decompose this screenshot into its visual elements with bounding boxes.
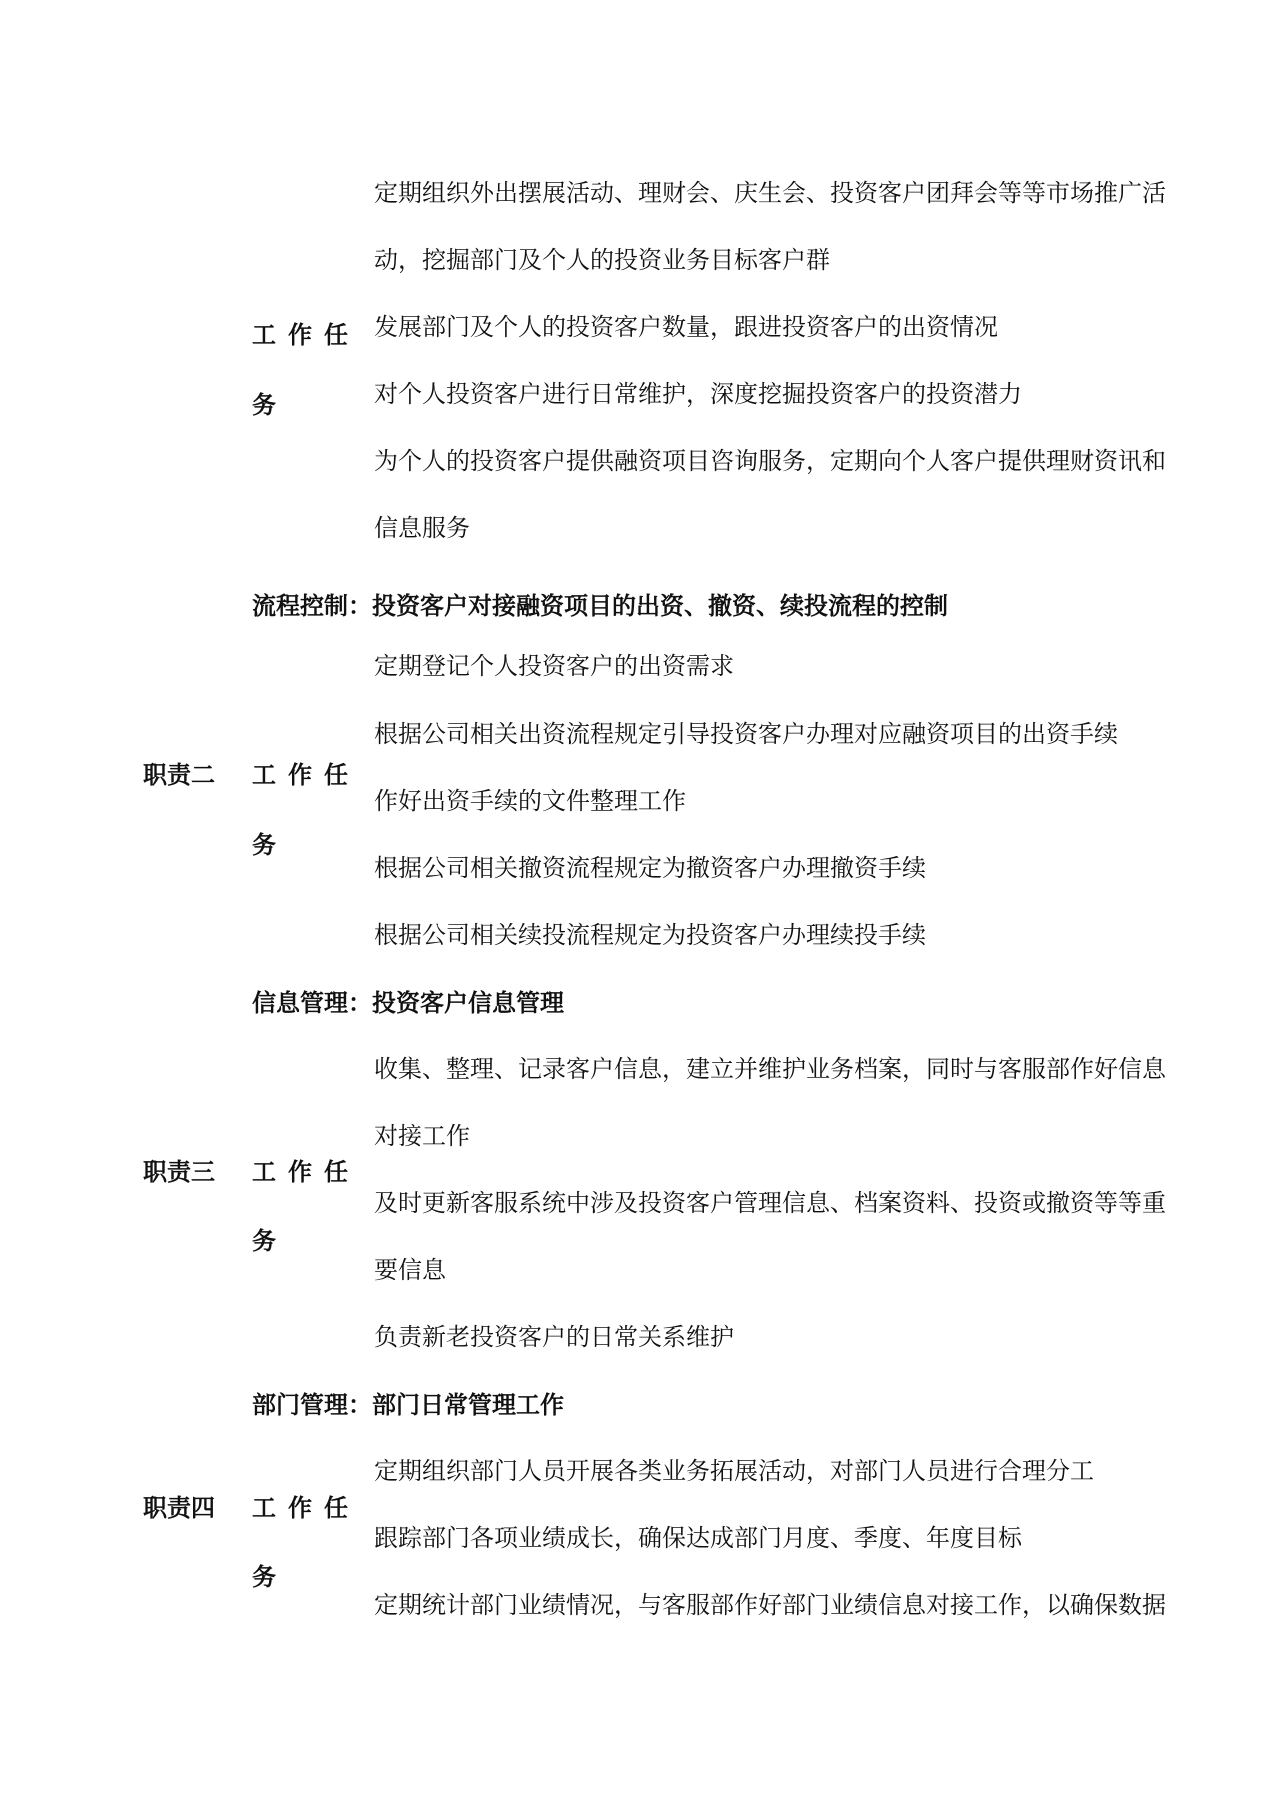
duty4-line-2: 跟踪部门各项业绩成长，确保达成部门月度、季度、年度目标 — [374, 1524, 1022, 1552]
duty2-line-2: 根据公司相关出资流程规定引导投资客户办理对应融资项目的出资手续 — [374, 720, 1118, 748]
duty4-label: 职责四 — [143, 1493, 215, 1522]
duty3-line-5: 负责新老投资客户的日常关系维护 — [374, 1323, 734, 1351]
duty4-task-label-2: 务 — [252, 1562, 276, 1591]
duty4-line-3: 定期统计部门业绩情况，与客服部作好部门业绩信息对接工作，以确保数据 — [374, 1591, 1166, 1619]
duty3-label: 职责三 — [143, 1157, 215, 1186]
duty3-line-3: 及时更新客服系统中涉及投资客户管理信息、档案资料、投资或撤资等等重 — [374, 1189, 1166, 1217]
s1-line-2: 动，挖掘部门及个人的投资业务目标客户群 — [374, 246, 830, 274]
duty3-task-label-2: 务 — [252, 1226, 276, 1255]
s1-task-label-2: 务 — [252, 390, 276, 419]
duty4-task-label: 工作任 — [252, 1493, 360, 1522]
duty2-line-5: 根据公司相关续投流程规定为投资客户办理续投手续 — [374, 921, 926, 949]
duty4-line-1: 定期组织部门人员开展各类业务拓展活动，对部门人员进行合理分工 — [374, 1457, 1094, 1485]
duty2-label: 职责二 — [143, 760, 215, 789]
s1-line-4: 对个人投资客户进行日常维护，深度挖掘投资客户的投资潜力 — [374, 380, 1022, 408]
duty3-line-2: 对接工作 — [374, 1122, 470, 1150]
duty4-heading: 部门管理：部门日常管理工作 — [252, 1390, 564, 1419]
duty2-task-label-2: 务 — [252, 830, 276, 859]
s1-line-1: 定期组织外出摆展活动、理财会、庆生会、投资客户团拜会等等市场推广活 — [374, 179, 1166, 207]
duty2-line-1: 定期登记个人投资客户的出资需求 — [374, 652, 734, 680]
duty2-heading: 流程控制：投资客户对接融资项目的出资、撤资、续投流程的控制 — [252, 591, 948, 620]
duty3-heading: 信息管理：投资客户信息管理 — [252, 988, 564, 1017]
duty2-line-4: 根据公司相关撤资流程规定为撤资客户办理撤资手续 — [374, 854, 926, 882]
duty3-task-label: 工作任 — [252, 1157, 360, 1186]
duty2-line-3: 作好出资手续的文件整理工作 — [374, 787, 686, 815]
s1-line-6: 信息服务 — [374, 514, 470, 542]
duty3-line-4: 要信息 — [374, 1256, 446, 1284]
s1-line-5: 为个人的投资客户提供融资项目咨询服务，定期向个人客户提供理财资讯和 — [374, 447, 1166, 475]
s1-line-3: 发展部门及个人的投资客户数量，跟进投资客户的出资情况 — [374, 313, 998, 341]
s1-task-label: 工作任 — [252, 320, 360, 349]
duty3-line-1: 收集、整理、记录客户信息，建立并维护业务档案，同时与客服部作好信息 — [374, 1055, 1166, 1083]
duty2-task-label: 工作任 — [252, 760, 360, 789]
